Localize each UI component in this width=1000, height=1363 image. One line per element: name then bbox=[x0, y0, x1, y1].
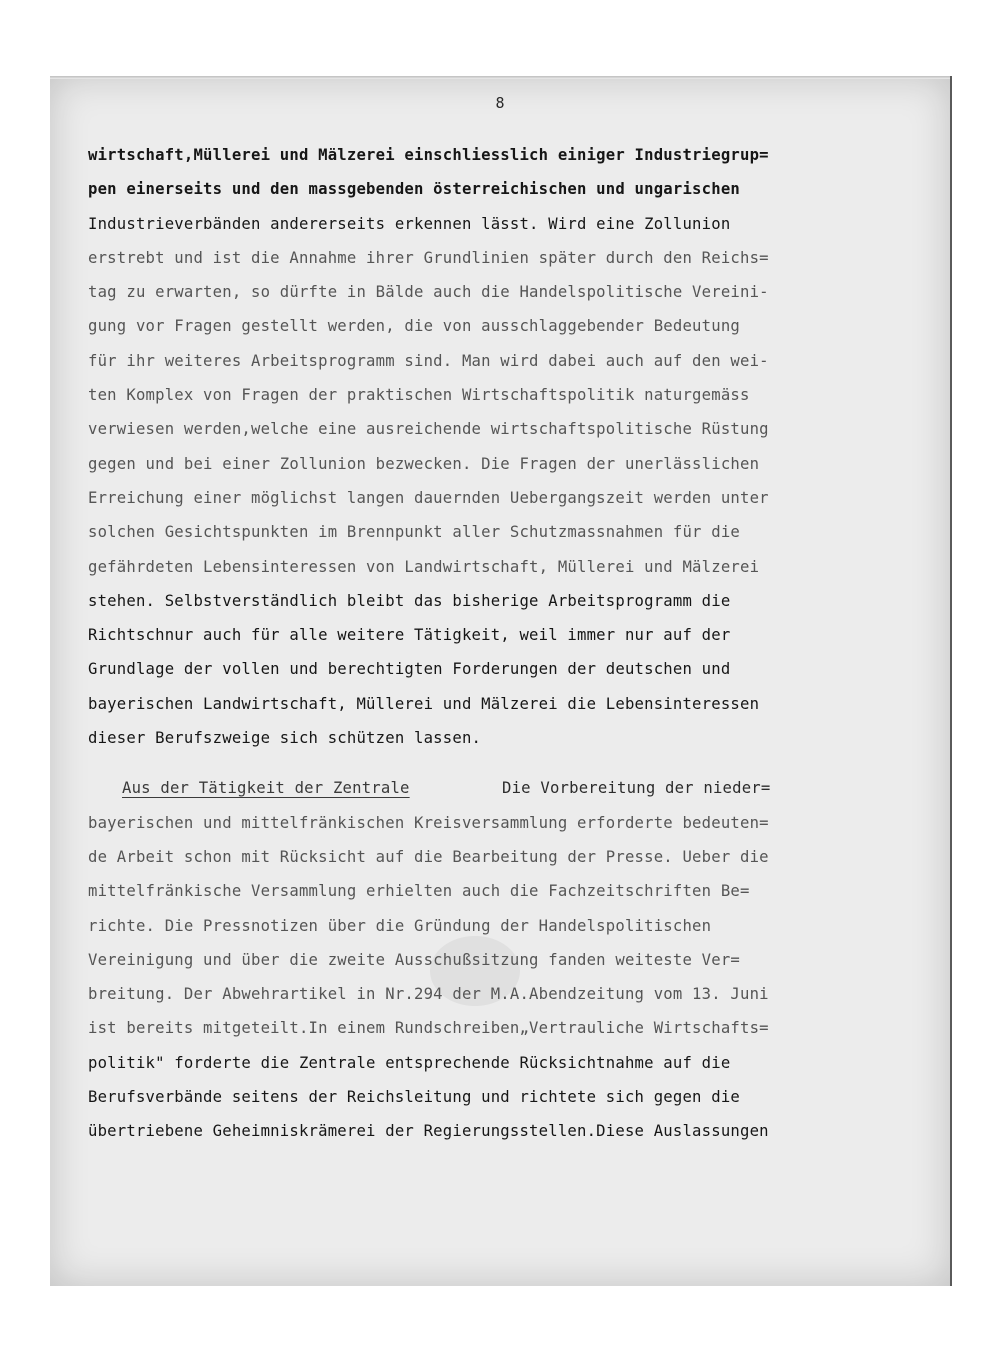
text-line: ten Komplex von Fragen der praktischen Wirtschaftspolitik naturgemäss bbox=[88, 386, 750, 405]
text-line: richte. Die Pressnotizen über die Gründung der Handelspolitischen bbox=[88, 916, 712, 935]
text-line: breitung. Der Abwehrartikel in Nr.294 der M.A.Abendzeitung vom 13. Juni bbox=[88, 985, 769, 1004]
text-line: übertriebene Geheimniskrämerei der Regierungsstellen.Diese Auslassungen bbox=[88, 1122, 769, 1141]
text-line: Industrieverbänden andererseits erkennen lässt. Wird eine Zollunion bbox=[88, 214, 731, 233]
text-line: de Arbeit schon mit Rücksicht auf die Bearbeitung der Presse. Ueber die bbox=[88, 847, 769, 866]
text-line: verwiesen werden,welche eine ausreichende wirtschaftspolitische Rüstung bbox=[88, 420, 769, 439]
text-line: Erreichung einer möglichst langen dauernden Uebergangszeit werden unter bbox=[88, 488, 769, 507]
text-line: bayerischen und mittelfränkischen Kreisversammlung erforderte bedeuten= bbox=[88, 813, 769, 832]
scanned-page bbox=[50, 76, 952, 1286]
text-line: pen einerseits und den massgebenden österreichischen und ungarischen bbox=[88, 180, 740, 199]
document-body bbox=[88, 138, 936, 1149]
section-2 bbox=[88, 771, 936, 1148]
text-line: dieser Berufszweige sich schützen lassen. bbox=[88, 729, 482, 748]
text-line: Richtschnur auch für alle weitere Tätigkeit, weil immer nur auf der bbox=[88, 626, 731, 645]
page-edge bbox=[50, 76, 950, 79]
text-line: solchen Gesichtspunkten im Brennpunkt aller Schutzmassnahmen für die bbox=[88, 523, 740, 542]
section-heading-line bbox=[88, 771, 936, 805]
text-line: Grundlage der vollen und berechtigten Forderungen der deutschen und bbox=[88, 660, 731, 679]
text-line: wirtschaft,Müllerei und Mälzerei einschliesslich einiger Industriegrup= bbox=[88, 146, 769, 164]
text-line: politik" forderte die Zentrale entsprechende Rücksichtnahme auf die bbox=[88, 1053, 731, 1072]
section-heading: Aus der Tätigkeit der Zentrale bbox=[122, 779, 410, 798]
text-line: gegen und bei einer Zollunion bezwecken. Die Fragen der unerlässlichen bbox=[88, 454, 760, 473]
text-line: mittelfränkische Versammlung erhielten auch die Fachzeitschriften Be= bbox=[88, 882, 750, 901]
text-line: stehen. Selbstverständlich bleibt das bisherige Arbeitsprogramm die bbox=[88, 591, 731, 610]
text-line: Vereinigung und über die zweite Ausschußsitzung fanden weiteste Ver= bbox=[88, 950, 740, 969]
text-line: erstrebt und ist die Annahme ihrer Grundlinien später durch den Reichs= bbox=[88, 248, 769, 267]
text-line: gefährdeten Lebensinteressen von Landwirtschaft, Müllerei und Mälzerei bbox=[88, 557, 760, 576]
text-line: gung vor Fragen gestellt werden, die von ausschlaggebender Bedeutung bbox=[88, 317, 740, 336]
paragraph-gap bbox=[88, 755, 936, 771]
text-line: Die Vorbereitung der nieder= bbox=[502, 779, 771, 798]
text-line: ist bereits mitgeteilt.In einem Rundschreiben„Vertrauliche Wirtschafts= bbox=[88, 1019, 769, 1038]
text-line: für ihr weiteres Arbeitsprogramm sind. Man wird dabei auch auf den wei- bbox=[88, 351, 769, 370]
page-number: 8 bbox=[495, 94, 505, 112]
paragraph-1 bbox=[88, 138, 936, 755]
text-line: bayerischen Landwirtschaft, Müllerei und Mälzerei die Lebensinteressen bbox=[88, 694, 760, 713]
text-line: tag zu erwarten, so dürfte in Bälde auch die Handelspolitische Vereini- bbox=[88, 283, 769, 302]
text-line: Berufsverbände seitens der Reichsleitung und richtete sich gegen die bbox=[88, 1088, 740, 1107]
